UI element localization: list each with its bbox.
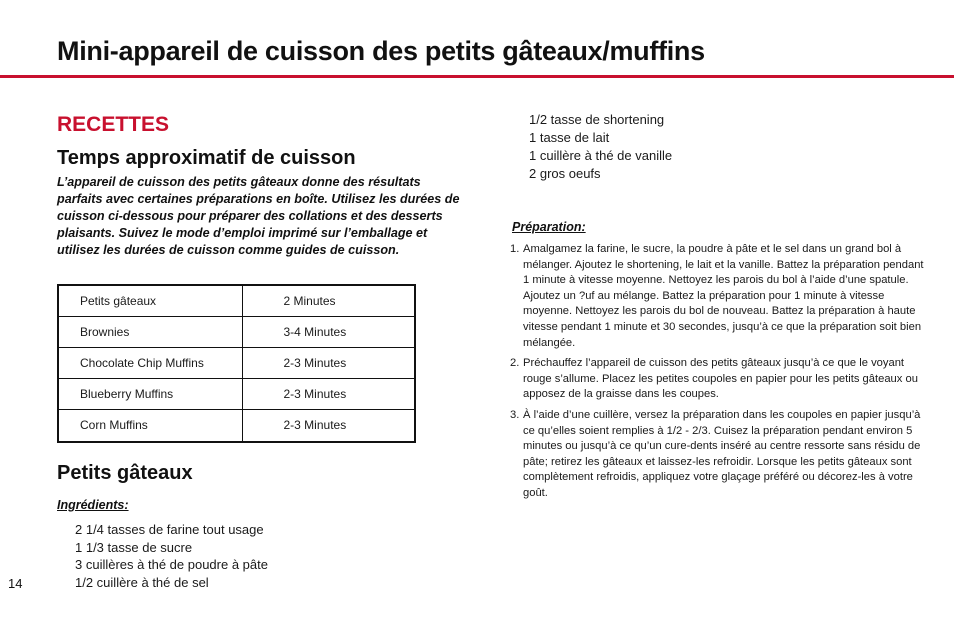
- ingredients-label: Ingrédients:: [57, 498, 129, 512]
- table-cell-time: 2-3 Minutes: [283, 418, 347, 433]
- step-number: 3.: [510, 408, 520, 421]
- list-item: 1 cuillère à thé de vanille: [529, 147, 673, 163]
- table-row: [58, 409, 415, 442]
- table-cell-item: Corn Muffins: [58, 409, 242, 442]
- table-cell-time: 2-3 Minutes: [242, 378, 415, 409]
- title-rule: [0, 75, 954, 78]
- table-row: [58, 347, 415, 378]
- intro-paragraph: L’appareil de cuisson des petits gâteaux donne des résultats parfaits avec certaines préparations en boîte. Utilisez les durées de cuisson ci-dessous pour préparer des collations et des desserts plaisants. Suivez le mode d’emploi imprimé sur l’emballage et utilisez les durées de cuisson comme guides de cuisson.: [57, 175, 460, 257]
- recipe-title: Petits gâteaux: [57, 462, 193, 484]
- table-row: [58, 285, 415, 316]
- cooking-time-table: [57, 284, 416, 443]
- list-item: [510, 242, 926, 351]
- list-item: 3 cuillères à thé de poudre à pâte: [75, 557, 268, 573]
- step-number: 1.: [510, 243, 520, 255]
- step-text: Amalgamez la farine, le sucre, la poudre à pâte et le sel dans un grand bol à mélanger. Ajoutez le shortening, le lait et la vanille. Battez la préparation pendant 1 minute à vitesse moyenne. Nettoyez les parois du bol à l’aide d’une spatule. Ajoutez un ?uf au mélange. Battez la préparation pour 1 minute à vitesse moyenne. Nettoyez les parois du bol de nouveau. Battez la préparation à haute vitesse pendant 1 minute et 30 secondes, jusqu’à ce que la préparation soit bien mélangée.: [523, 243, 924, 349]
- ingredients-list-continued: [529, 111, 672, 183]
- page-title: Mini-appareil de cuisson des petits gâteaux/muffins: [57, 36, 705, 66]
- table-cell-item: Chocolate Chip Muffins: [58, 347, 242, 378]
- ingredients-list: [75, 521, 268, 591]
- table-cell-time: 2 Minutes: [242, 285, 415, 316]
- step-text: À l’aide d’une cuillère, versez la préparation dans les coupoles en papier jusqu’à ce qu’elles soient remplies à 1/2 - 2/3. Cuisez la préparation pendant environ 5 minutes ou jusqu’à ce qu’un cure-dents inséré au centre ressorte sans résidu de pâte; retirez les gâteaux et laissez-les refroidir. Lorsque les petits gâteaux sont complètement refroidis, appliquez votre glaçage préféré ou décorez-les à votre goût.: [523, 408, 921, 499]
- step-text: Préchauffez l’appareil de cuisson des petits gâteaux jusqu’à ce que le voyant rouge s’allume. Placez les petites coupoles en papier pour les petits gâteaux ou apposez de la graisse dans les coupes.: [523, 357, 918, 401]
- table-cell-time: 2-3 Minutes: [242, 347, 415, 378]
- list-item: 2 gros oeufs: [529, 165, 601, 181]
- table-cell-item: Brownies: [58, 316, 242, 347]
- step-number: 2.: [510, 357, 520, 370]
- list-item: 1 1/3 tasse de sucre: [75, 539, 193, 555]
- list-item: [510, 356, 926, 403]
- list-item: 1 tasse de lait: [529, 129, 610, 145]
- table-cell-item: Petits gâteaux: [58, 285, 242, 316]
- list-item: 1/2 tasse de shortening: [529, 112, 665, 127]
- page-number: 14: [8, 576, 23, 591]
- list-item: 2 1/4 tasses de farine tout usage: [75, 522, 264, 537]
- cooking-time-heading: Temps approximatif de cuisson: [57, 147, 356, 169]
- table-row: [58, 378, 415, 409]
- preparation-steps: [510, 242, 926, 507]
- table-cell-time: 3-4 Minutes: [242, 316, 415, 347]
- preparation-label: Préparation:: [512, 220, 586, 234]
- table-row: [58, 316, 415, 347]
- table-cell-item: Blueberry Muffins: [58, 378, 242, 409]
- list-item: [510, 408, 926, 502]
- section-heading-recettes: RECETTES: [57, 113, 170, 136]
- list-item: 1/2 cuillère à thé de sel: [75, 574, 209, 590]
